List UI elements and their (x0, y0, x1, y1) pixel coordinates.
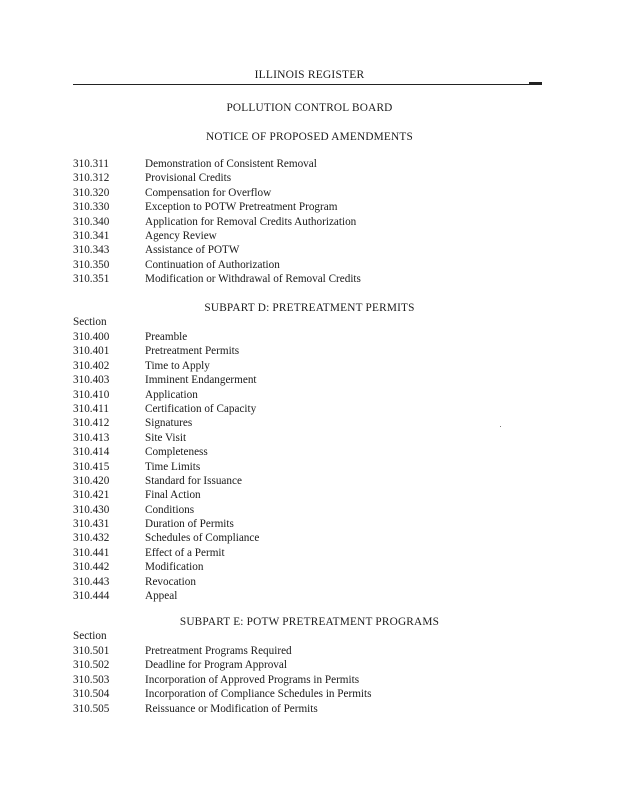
list-item (73, 431, 259, 445)
section-title: Assistance of POTW (145, 244, 240, 257)
section-title: Imminent Endangerment (145, 374, 257, 387)
section-number: 310.411 (73, 402, 109, 415)
section-title: Site Visit (145, 431, 187, 444)
section-title: Compensation for Overflow (145, 186, 272, 199)
section-title: Preamble (145, 331, 188, 343)
section-title: Pretreatment Permits (145, 345, 240, 358)
subpart-d-section-label: Section (73, 316, 107, 328)
section-title: Demonstration of Consistent Removal (145, 158, 317, 170)
list-item (73, 344, 259, 358)
list-item (73, 229, 361, 243)
list-item (73, 644, 372, 658)
list-item (73, 589, 259, 603)
section-title: Signatures (145, 417, 193, 430)
list-item (73, 416, 259, 430)
list-item (73, 687, 372, 701)
section-title: Final Action (145, 489, 201, 502)
section-number: 310.414 (73, 446, 110, 459)
section-number: 310.402 (73, 359, 110, 372)
section-number: 310.312 (73, 172, 110, 185)
section-title: Application for Removal Credits Authorization (145, 215, 357, 228)
section-number: 310.340 (73, 215, 110, 228)
section-title: Standard for Issuance (145, 474, 242, 487)
list-item (73, 359, 259, 373)
section-number: 310.505 (73, 702, 110, 715)
board-name: POLLUTION CONTROL BOARD (226, 102, 393, 114)
scan-speck (500, 426, 501, 427)
section-number: 310.412 (73, 417, 110, 430)
section-title: Conditions (145, 503, 195, 516)
section-number: 310.330 (73, 201, 110, 214)
section-number: 310.420 (73, 474, 110, 487)
section-number: 310.504 (73, 688, 110, 701)
section-title: Reissuance or Modification of Permits (145, 702, 318, 715)
section-title: Effect of a Permit (145, 546, 225, 559)
section-title: Deadline for Program Approval (145, 659, 287, 672)
list-item (73, 373, 259, 387)
section-number: 310.443 (73, 575, 110, 588)
list-item (73, 330, 259, 344)
section-title: Time Limits (145, 460, 201, 473)
list-item (73, 445, 259, 459)
list-item (73, 157, 361, 171)
section-title: Schedules of Compliance (145, 532, 260, 545)
section-title: Continuation of Authorization (145, 258, 280, 271)
list-item (73, 402, 259, 416)
list-item (73, 186, 361, 200)
section-title: Provisional Credits (145, 172, 232, 185)
list-item (73, 702, 372, 716)
list-item (73, 546, 259, 560)
section-number: 310.415 (73, 460, 110, 473)
list-item (73, 215, 361, 229)
section-title: Certification of Capacity (145, 402, 257, 415)
section-number: 310.410 (73, 388, 110, 401)
list-item (73, 272, 361, 286)
subpart-d-heading: SUBPART D: PRETREATMENT PERMITS (204, 302, 415, 314)
list-item (73, 474, 259, 488)
section-number: 310.400 (73, 331, 110, 343)
section-title: Appeal (145, 590, 178, 603)
subpart-e-heading: SUBPART E: POTW PRETREATMENT PROGRAMS (179, 616, 440, 628)
section-number: 310.350 (73, 258, 110, 271)
section-title: Modification (145, 561, 204, 574)
subpart-e-section-label: Section (73, 630, 107, 642)
section-number: 310.502 (73, 659, 110, 672)
section-title: Completeness (145, 446, 208, 459)
list-item (73, 517, 259, 531)
list-item (73, 531, 259, 545)
section-number: 310.431 (73, 518, 110, 531)
section-number: 310.444 (73, 590, 110, 603)
section-number: 310.341 (73, 229, 110, 242)
notice-title: NOTICE OF PROPOSED AMENDMENTS (206, 131, 413, 143)
section-title: Modification or Withdrawal of Removal Credits (145, 273, 361, 286)
section-number: 310.401 (73, 345, 110, 358)
register-header: ILLINOIS REGISTER (254, 69, 365, 81)
section-title: Incorporation of Compliance Schedules in Permits (145, 688, 372, 701)
section-number: 310.430 (73, 503, 110, 516)
section-number: 310.320 (73, 186, 110, 199)
section-number: 310.343 (73, 244, 110, 257)
section-title: Duration of Permits (145, 518, 234, 531)
list-item (73, 258, 361, 272)
list-item (73, 171, 361, 185)
section-title: Exception to POTW Pretreatment Program (145, 201, 338, 214)
section-title: Incorporation of Approved Programs in Permits (145, 673, 360, 686)
list-item (73, 658, 372, 672)
list-item (73, 673, 372, 687)
section-number: 310.441 (73, 546, 110, 559)
list-item (73, 200, 361, 214)
header-rule-tab (529, 82, 542, 84)
section-number: 310.432 (73, 532, 110, 545)
section-title: Agency Review (145, 229, 217, 242)
section-number: 310.503 (73, 673, 110, 686)
list-item (73, 460, 259, 474)
section-title: Time to Apply (145, 359, 210, 372)
header-rule (73, 84, 542, 85)
section-number: 310.311 (73, 158, 109, 170)
section-number: 310.442 (73, 561, 110, 574)
section-list-top (73, 157, 361, 287)
section-title: Pretreatment Programs Required (145, 645, 292, 657)
list-item (73, 243, 361, 257)
list-item (73, 388, 259, 402)
subpart-e-list (73, 644, 372, 716)
list-item (73, 560, 259, 574)
section-number: 310.351 (73, 273, 110, 286)
section-number: 310.501 (73, 645, 110, 657)
section-title: Revocation (145, 575, 196, 588)
list-item (73, 503, 259, 517)
section-number: 310.421 (73, 489, 110, 502)
subpart-d-list (73, 330, 259, 603)
list-item (73, 575, 259, 589)
list-item (73, 488, 259, 502)
section-title: Application (145, 388, 198, 401)
section-number: 310.403 (73, 374, 110, 387)
section-number: 310.413 (73, 431, 110, 444)
